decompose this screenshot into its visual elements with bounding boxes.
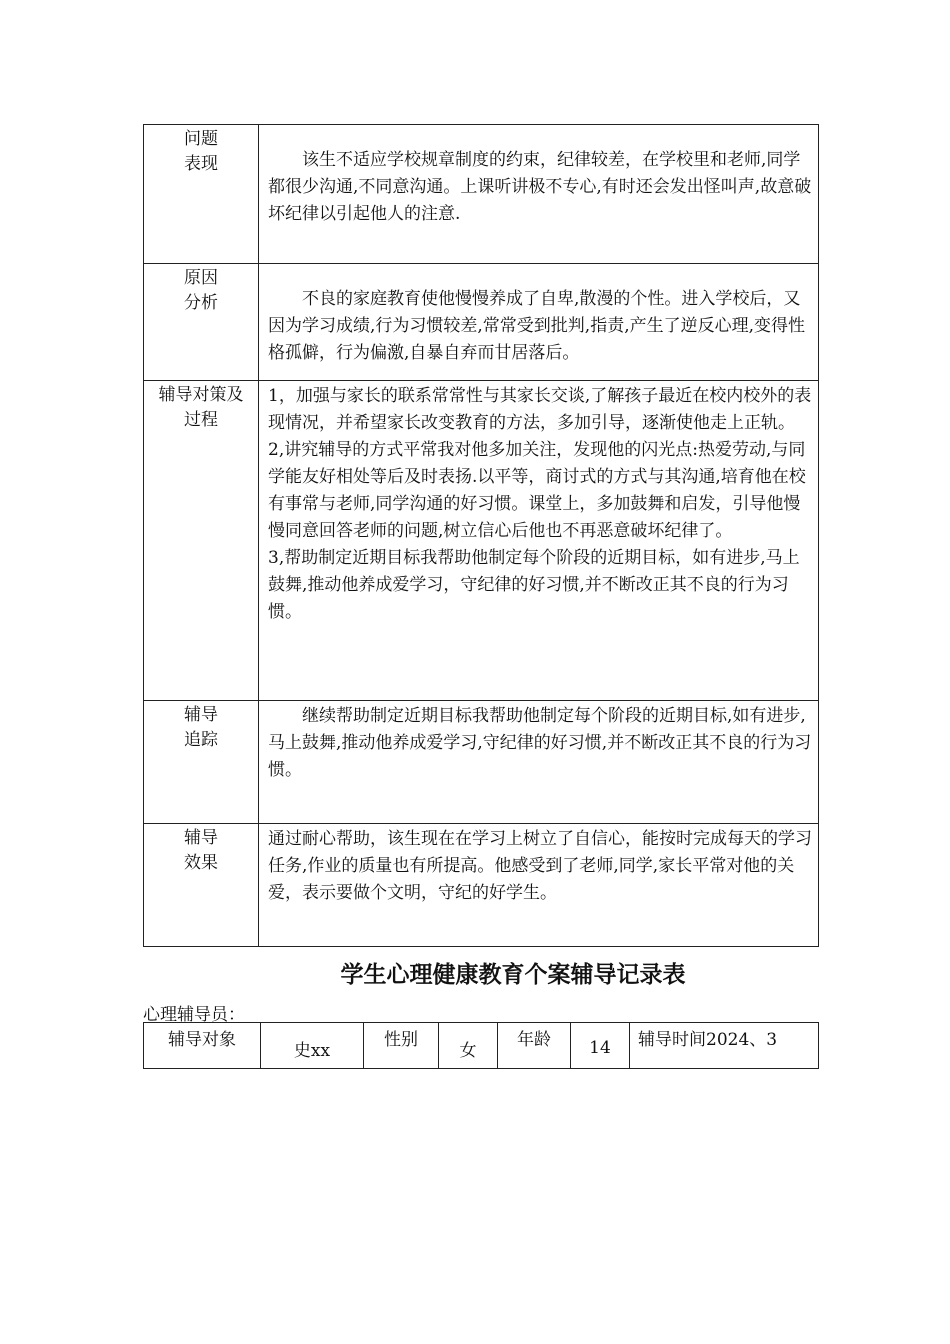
row-paragraph: 不良的家庭教育使他慢慢养成了自卑,散漫的个性。进入学校后，又因为学习成绩,行为习惯较差,常常受到批判,指责,产生了逆反心理,变得性格孤僻，行为偏激,自暴自弃而甘居落后。 xyxy=(268,289,806,363)
counselor-label: 心理辅导员： xyxy=(143,1005,245,1025)
subject-label: 辅导对象 xyxy=(144,1023,261,1069)
row-label xyxy=(144,264,259,381)
row-label-line: 过程 xyxy=(184,410,218,430)
row-label xyxy=(144,381,259,701)
row-paragraph: 1，加强与家长的联系常常性与其家长交谈,了解孩子最近在校内校外的表现情况，并希望家长改变教育的方法，多加引导，逐渐使他走上正轨。 xyxy=(268,386,812,433)
row-label-line: 辅导 xyxy=(184,828,218,848)
counseling-record-table xyxy=(143,124,819,947)
row-label-line: 追踪 xyxy=(184,730,218,750)
student-info-table xyxy=(143,1022,819,1069)
table-row xyxy=(144,264,819,381)
age-label: 年龄 xyxy=(498,1023,571,1069)
row-label-line: 辅导 xyxy=(184,705,218,725)
gender-label: 性别 xyxy=(364,1023,439,1069)
gender-value: 女 xyxy=(439,1023,498,1069)
table-row xyxy=(144,701,819,824)
row-paragraph: 该生不适应学校规章制度的约束，纪律较差，在学校里和老师,同学都很少沟通,不同意沟通。上课听讲极不专心,有时还会发出怪叫声,故意破坏纪律以引起他人的注意. xyxy=(268,150,812,224)
subject-value: 史xx xyxy=(261,1023,364,1069)
counseling-time: 辅导时间2024、3 xyxy=(630,1023,819,1069)
page-title: 学生心理健康教育个案辅导记录表 xyxy=(340,962,686,988)
row-paragraph: 2,讲究辅导的方式平常我对他多加关注，发现他的闪光点:热爱劳动,与同学能友好相处等后及时表扬.以平等，商讨式的方式与其沟通,培育他在校有事常与老师,同学沟通的好习惯。课堂上，多加鼓舞和启发，引导他慢慢同意回答老师的问题,树立信心后他也不再恶意破坏纪律了。 xyxy=(268,440,806,541)
row-content xyxy=(259,701,819,824)
row-paragraph: 通过耐心帮助，该生现在在学习上树立了自信心，能按时完成每天的学习任务,作业的质量也有所提高。他感受到了老师,同学,家长平常对他的关爱，表示要做个文明，守纪的好学生。 xyxy=(268,829,812,903)
row-label-line: 原因 xyxy=(184,268,218,288)
row-label xyxy=(144,824,259,947)
table-row xyxy=(144,1023,819,1069)
row-paragraph: 继续帮助制定近期目标我帮助他制定每个阶段的近期目标,如有进步,马上鼓舞,推动他养成爱学习,守纪律的好习惯,并不断改正其不良的行为习惯。 xyxy=(268,706,812,780)
row-content xyxy=(259,125,819,264)
table-row xyxy=(144,824,819,947)
row-label-line: 问题 xyxy=(184,129,218,149)
row-label xyxy=(144,125,259,264)
row-label-line: 分析 xyxy=(184,293,218,313)
row-label-line: 辅导对策及 xyxy=(158,385,244,405)
row-content xyxy=(259,381,819,701)
row-content xyxy=(259,264,819,381)
row-paragraph: 3,帮助制定近期目标我帮助他制定每个阶段的近期目标，如有进步,马上鼓舞,推动他养成爱学习，守纪律的好习惯,并不断改正其不良的行为习惯。 xyxy=(268,548,800,622)
row-content xyxy=(259,824,819,947)
row-label xyxy=(144,701,259,824)
row-label-line: 效果 xyxy=(184,853,218,873)
table-row xyxy=(144,381,819,701)
age-value: 14 xyxy=(571,1023,630,1069)
table-row xyxy=(144,125,819,264)
row-label-line: 表现 xyxy=(184,154,218,174)
